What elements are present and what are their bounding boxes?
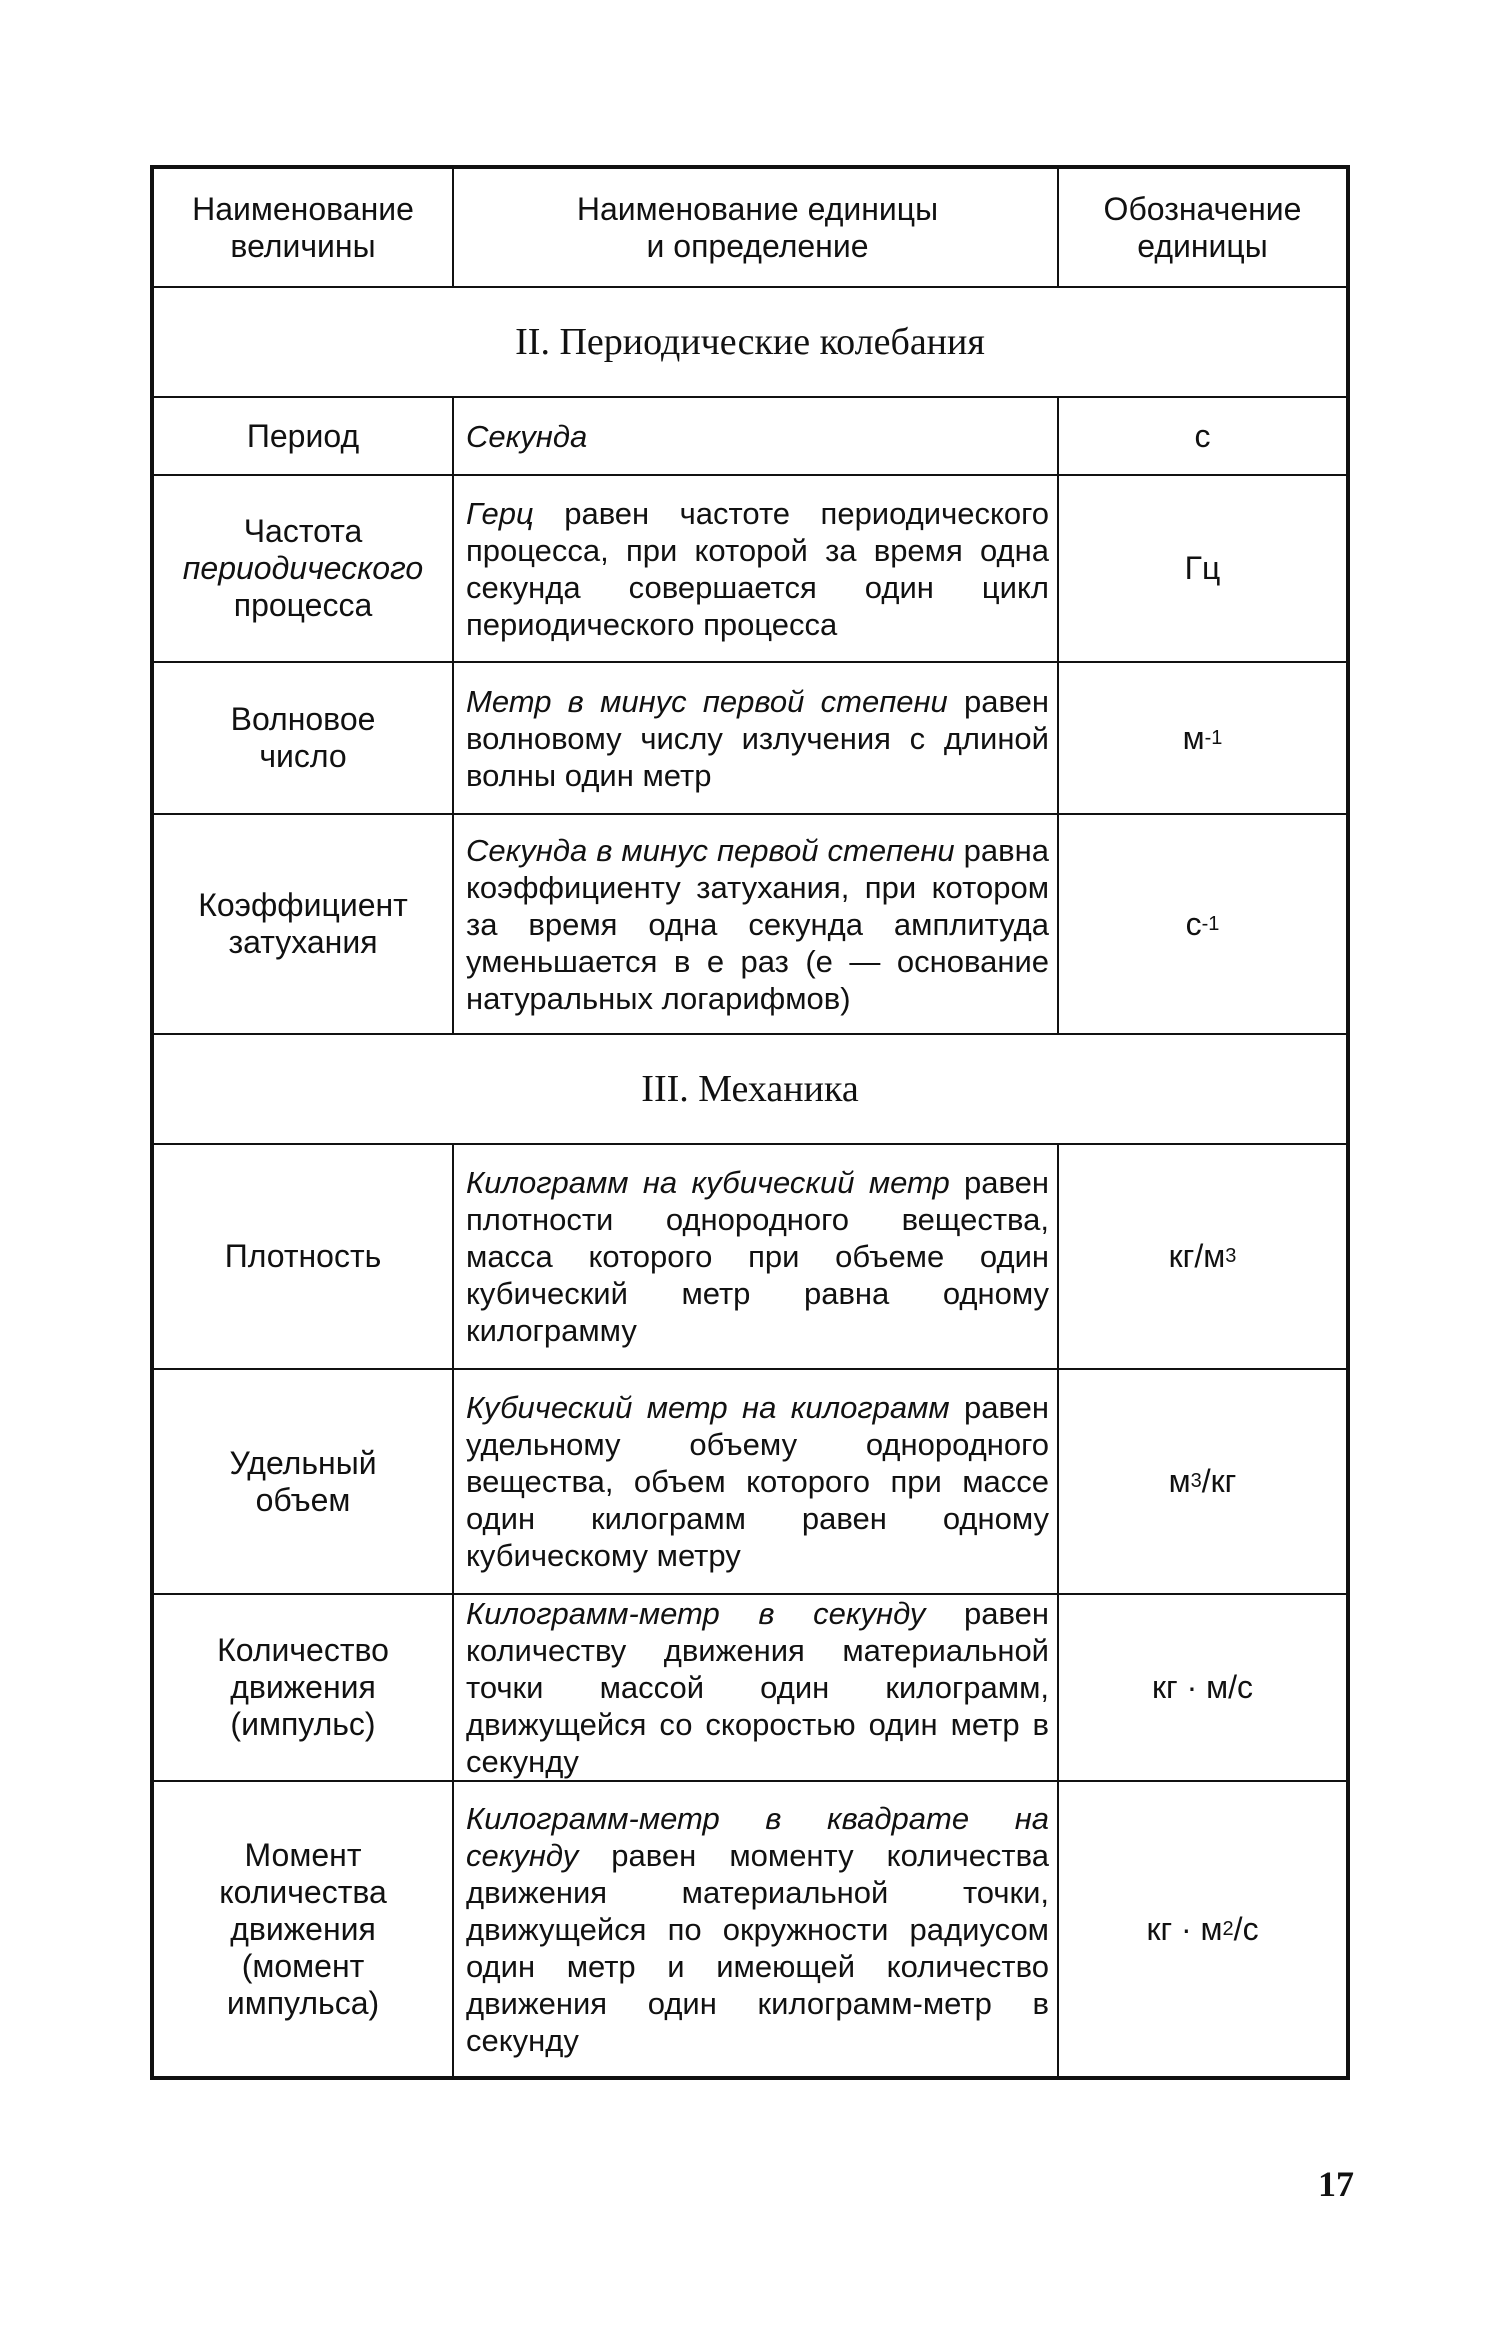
- quantity-name: Плотность: [154, 1145, 454, 1368]
- header-quantity-name: Наименование величины: [154, 169, 454, 286]
- unit-definition: Килограмм-метр в квадрате на секунду равен моменту количества движения материальной точки, движущейся по окружности радиусом один метр и имеющей количество движения один килограмм-метр в секунду: [454, 1782, 1059, 2076]
- header-unit-symbol: Обозначение единицы: [1103, 190, 1302, 264]
- table-row: [154, 474, 1346, 661]
- unit-symbol: м -1: [1182, 719, 1223, 756]
- unit-definition: Герц равен частоте периодического процесса, при которой за время одна секунда совершается один цикл периодического процесса: [454, 476, 1059, 661]
- unit-symbol: Гц: [1184, 550, 1221, 586]
- unit-symbol: кг · м 2 /с: [1146, 1910, 1259, 1947]
- unit-definition: Метр в минус первой степени равен волновому числу излучения с длиной волны один метр: [454, 663, 1059, 813]
- quantity-name: Волновое число: [154, 663, 454, 813]
- units-table: [150, 165, 1350, 2080]
- unit-definition: Килограмм-метр в секунду равен количеству движения материальной точки массой один килограмм, движущейся со скоростью один метр в секунду: [454, 1595, 1059, 1780]
- quantity-name: Количество движения (импульс): [154, 1595, 454, 1780]
- quantity-name: Удельный объем: [154, 1370, 454, 1593]
- unit-definition: Секунда в минус первой степени равна коэффициенту затухания, при котором за время одна секунда амплитуда уменьшается в e раз (e — основание натуральных логарифмов): [454, 815, 1059, 1033]
- unit-symbol: с: [1194, 417, 1211, 454]
- table-row: [154, 813, 1346, 1033]
- quantity-name: Коэффициент затухания: [154, 815, 454, 1033]
- unit-symbol: м 3 /кг: [1168, 1463, 1237, 1499]
- unit-definition: Кубический метр на килограмм равен удельному объему однородного вещества, объем которого при массе один килограмм равен одному кубическому метру: [454, 1370, 1059, 1593]
- section-heading: II. Периодические колебания: [154, 286, 1346, 396]
- section-heading: III. Механика: [154, 1033, 1346, 1143]
- unit-definition: Килограмм на кубический метр равен плотности однородного вещества, масса которого при объеме один кубический метр равна одному килограмму: [454, 1145, 1059, 1368]
- page-number: 17: [1318, 2164, 1354, 2204]
- table-row: [154, 396, 1346, 474]
- table-row: [154, 1593, 1346, 1780]
- unit-symbol: кг · м/с: [1152, 1669, 1253, 1705]
- table-row: [154, 1780, 1346, 2076]
- table-row: [154, 661, 1346, 813]
- header-unit-name-definition: Наименование единицы и определение: [454, 169, 1059, 286]
- quantity-name: Период: [154, 398, 454, 474]
- quantity-name: Частота периодического процесса: [154, 476, 454, 661]
- quantity-name: Момент количества движения (момент импульса): [154, 1782, 454, 2076]
- unit-symbol: с -1: [1185, 905, 1220, 942]
- table-row: [154, 1368, 1346, 1593]
- unit-symbol: кг/м 3: [1168, 1238, 1237, 1274]
- table-row: [154, 1143, 1346, 1368]
- table-header-row: [154, 169, 1346, 286]
- unit-definition: Секунда: [454, 398, 1059, 474]
